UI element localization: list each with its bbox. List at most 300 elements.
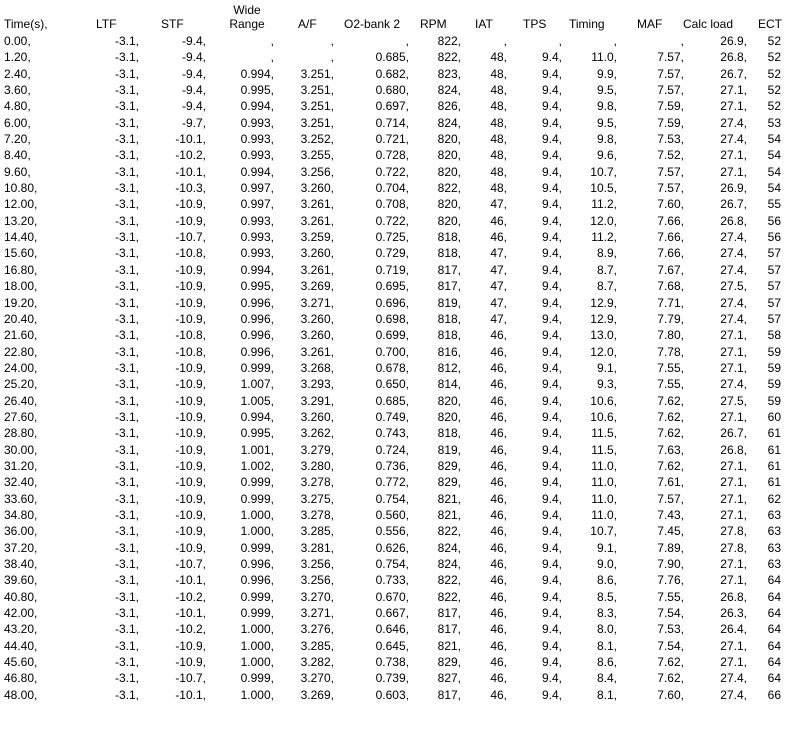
table-row [0, 49, 789, 65]
cell-ect: 52 [767, 34, 781, 48]
cell-o2: 0.678, [375, 360, 409, 375]
cell-ect: 59 [767, 344, 781, 359]
cell-wide-range: 0.993, [240, 246, 274, 261]
cell-time: 16.80, [4, 262, 38, 277]
cell-af: 3.282, [300, 655, 334, 670]
cell-calc-load: 27.4, [720, 295, 747, 310]
table-row [0, 295, 789, 311]
cell-af: 3.261, [300, 197, 334, 212]
cell-time: 7.20, [4, 132, 31, 147]
cell-af: 3.260, [300, 181, 334, 196]
cell-rpm: 812, [437, 360, 461, 375]
cell-rpm: 824, [437, 115, 461, 130]
cell-rpm: 817, [437, 622, 461, 637]
cell-tps: 9.4, [541, 50, 562, 65]
cell-tps: 9.4, [541, 606, 562, 621]
cell-ltf: -3.1, [114, 687, 139, 702]
cell-timing: 11.2, [591, 230, 617, 245]
cell-o2: 0.772, [375, 475, 409, 490]
cell-ect: 66 [767, 687, 781, 702]
cell-stf: -10.9, [175, 491, 206, 506]
cell-ltf: -3.1, [114, 328, 139, 343]
cell-time: 19.20, [4, 295, 38, 310]
cell-rpm: 818, [437, 328, 461, 343]
cell-o2: 0.650, [375, 377, 409, 392]
cell-iat: 46, [490, 540, 507, 555]
cell-time: 22.80, [4, 344, 38, 359]
cell-rpm: 817, [437, 279, 461, 294]
cell-stf: -10.9, [175, 360, 206, 375]
cell-maf: 7.53, [657, 132, 684, 147]
cell-iat: 46, [490, 409, 507, 424]
cell-ect: 64 [767, 671, 781, 686]
cell-maf: 7.71, [657, 295, 684, 310]
cell-timing: 8.7, [596, 279, 617, 294]
cell-stf: -10.2, [175, 589, 206, 604]
cell-time: 36.00, [4, 524, 38, 539]
cell-o2: 0.754, [375, 491, 409, 506]
cell-ltf: -3.1, [114, 164, 139, 179]
cell-maf: 7.89, [657, 540, 684, 555]
cell-wide-range: 0.996, [240, 328, 274, 343]
cell-iat: 48, [490, 66, 507, 81]
cell-calc-load: 27.1, [720, 344, 747, 359]
cell-ect: 63 [767, 507, 781, 522]
cell-rpm: 822, [437, 34, 461, 48]
cell-iat: 46, [490, 458, 507, 473]
table-row [0, 245, 789, 261]
cell-time: 8.40, [4, 148, 31, 163]
cell-time: 32.40, [4, 475, 38, 490]
table-row [0, 229, 789, 245]
cell-ltf: -3.1, [114, 279, 139, 294]
cell-rpm: 820, [437, 213, 461, 228]
cell-af: 3.281, [300, 540, 334, 555]
cell-af: 3.293, [300, 377, 334, 392]
cell-wide-range: 1.001, [240, 442, 274, 457]
table-row [0, 82, 789, 98]
cell-time: 20.40, [4, 311, 38, 326]
table-row [0, 540, 789, 556]
cell-maf: 7.90, [657, 557, 684, 571]
cell-ect: 56 [767, 213, 781, 228]
cell-timing: 8.9, [596, 246, 617, 261]
cell-tps: 9.4, [541, 115, 562, 130]
cell-maf: 7.45, [657, 524, 684, 539]
cell-timing: 8.0, [596, 622, 617, 637]
cell-timing: 8.1, [596, 687, 617, 702]
cell-tps: 9.4, [541, 622, 562, 637]
cell-time: 0.00, [4, 34, 31, 48]
cell-stf: -9.7, [181, 115, 206, 130]
cell-rpm: 820, [437, 409, 461, 424]
cell-time: 24.00, [4, 360, 38, 375]
cell-o2: 0.749, [375, 409, 409, 424]
cell-rpm: 817, [437, 687, 461, 702]
cell-ect: 56 [767, 230, 781, 245]
cell-tps: 9.4, [541, 262, 562, 277]
cell-timing: 9.1, [596, 540, 617, 555]
cell-stf: -10.9, [175, 393, 206, 408]
cell-af: 3.278, [300, 507, 334, 522]
cell-iat: 47, [490, 295, 507, 310]
cell-iat: 48, [490, 181, 507, 196]
cell-ect: 54 [767, 148, 781, 163]
cell-maf: 7.57, [657, 83, 684, 98]
table-row [0, 376, 789, 392]
cell-af: 3.251, [300, 66, 334, 81]
cell-maf: 7.57, [657, 181, 684, 196]
cell-o2: 0.646, [375, 622, 409, 637]
cell-maf: 7.55, [657, 360, 684, 375]
table-row [0, 507, 789, 523]
cell-calc-load: 26.8, [720, 213, 747, 228]
cell-wide-range: 0.999, [240, 606, 274, 621]
cell-stf: -10.1, [175, 687, 206, 702]
cell-ect: 61 [767, 475, 781, 490]
cell-iat: 48, [490, 50, 507, 65]
cell-rpm: 819, [437, 442, 461, 457]
table-row [0, 311, 789, 327]
cell-stf: -10.9, [175, 213, 206, 228]
cell-calc-load: 26.9, [720, 181, 747, 196]
cell-stf: -10.9, [175, 638, 206, 653]
cell-ltf: -3.1, [114, 589, 139, 604]
cell-rpm: 818, [437, 426, 461, 441]
cell-ltf: -3.1, [114, 557, 139, 571]
cell-calc-load: 27.1, [720, 638, 747, 653]
cell-time: 39.60, [4, 573, 38, 588]
cell-o2: 0.603, [375, 687, 409, 702]
cell-iat: 46, [490, 491, 507, 506]
cell-rpm: 826, [437, 99, 461, 114]
cell-stf: -10.9, [175, 377, 206, 392]
table-row [0, 605, 789, 621]
table-row [0, 572, 789, 588]
cell-stf: -10.8, [175, 328, 206, 343]
cell-af: 3.291, [300, 393, 334, 408]
cell-timing: 8.5, [596, 589, 617, 604]
header-wide-top: Wide [233, 3, 261, 17]
header-timing: Timing [569, 17, 605, 31]
cell-iat: 46, [490, 360, 507, 375]
cell-stf: -10.9, [175, 409, 206, 424]
cell-maf: 7.57, [657, 66, 684, 81]
cell-calc-load: 26.7, [720, 426, 747, 441]
cell-rpm: 820, [437, 393, 461, 408]
cell-wide-range: 1.005, [240, 393, 274, 408]
cell-tps: 9.4, [541, 181, 562, 196]
cell-af: 3.280, [300, 458, 334, 473]
cell-maf: 7.62, [657, 671, 684, 686]
cell-iat: 46, [490, 230, 507, 245]
cell-calc-load: 27.1, [720, 409, 747, 424]
cell-ect: 60 [767, 409, 781, 424]
cell-stf: -10.7, [175, 671, 206, 686]
cell-ltf: -3.1, [114, 409, 139, 424]
cell-ltf: -3.1, [114, 655, 139, 670]
cell-wide-range: 1.007, [240, 377, 274, 392]
cell-af: 3.285, [300, 524, 334, 539]
cell-o2: 0.728, [375, 148, 409, 163]
cell-ltf: -3.1, [114, 181, 139, 196]
cell-o2: 0.743, [375, 426, 409, 441]
cell-rpm: 821, [437, 507, 461, 522]
cell-ltf: -3.1, [114, 262, 139, 277]
cell-iat: 47, [490, 197, 507, 212]
cell-ect: 53 [767, 115, 781, 130]
cell-o2: 0.699, [375, 328, 409, 343]
cell-rpm: 822, [437, 573, 461, 588]
cell-timing: 11.0, [591, 458, 617, 473]
cell-tps: 9.4, [541, 66, 562, 81]
cell-tps: 9.4, [541, 491, 562, 506]
cell-wide-range: 1.000, [240, 622, 274, 637]
cell-timing: 10.6, [590, 409, 617, 424]
cell-af: 3.268, [300, 360, 334, 375]
cell-calc-load: 27.1, [720, 458, 747, 473]
cell-ect: 57 [767, 262, 781, 277]
cell-timing: 9.5, [596, 83, 617, 98]
cell-rpm: 819, [437, 295, 461, 310]
cell-timing: 8.4, [596, 671, 617, 686]
cell-ect: 64 [767, 573, 781, 588]
cell-ltf: -3.1, [114, 475, 139, 490]
cell-af: 3.261, [300, 213, 334, 228]
cell-iat: 46, [490, 671, 507, 686]
cell-wide-range: 0.993, [240, 115, 274, 130]
cell-wide-range: 0.993, [240, 148, 274, 163]
table-row [0, 409, 789, 425]
cell-maf: 7.62, [657, 409, 684, 424]
cell-stf: -10.1, [175, 164, 206, 179]
cell-calc-load: 26.8, [720, 589, 747, 604]
cell-o2: 0.725, [375, 230, 409, 245]
table-row [0, 393, 789, 409]
cell-timing: , [613, 34, 617, 48]
table-row [0, 115, 789, 131]
cell-maf: 7.57, [657, 164, 684, 179]
cell-wide-range: , [270, 34, 274, 48]
cell-stf: -10.9, [175, 524, 206, 539]
cell-iat: 46, [490, 606, 507, 621]
cell-o2: 0.736, [375, 458, 409, 473]
cell-timing: 10.6, [590, 393, 617, 408]
cell-timing: 10.7, [590, 164, 617, 179]
table-row [0, 556, 789, 572]
cell-ltf: -3.1, [114, 197, 139, 212]
cell-stf: -10.8, [175, 246, 206, 261]
cell-rpm: 824, [437, 557, 461, 571]
cell-iat: 48, [490, 99, 507, 114]
cell-calc-load: 27.1, [720, 360, 747, 375]
cell-maf: 7.79, [657, 311, 684, 326]
cell-wide-range: 0.994, [240, 262, 274, 277]
cell-timing: 11.5, [591, 426, 617, 441]
cell-stf: -10.3, [175, 181, 206, 196]
cell-stf: -9.4, [181, 34, 206, 48]
cell-o2: 0.670, [375, 589, 409, 604]
cell-calc-load: 27.4, [720, 230, 747, 245]
cell-time: 30.00, [4, 442, 38, 457]
cell-tps: 9.4, [541, 475, 562, 490]
cell-stf: -10.1, [175, 606, 206, 621]
cell-calc-load: 26.8, [720, 50, 747, 65]
cell-iat: 46, [490, 622, 507, 637]
cell-stf: -10.9, [175, 197, 206, 212]
cell-stf: -9.4, [181, 99, 206, 114]
cell-time: 27.60, [4, 409, 38, 424]
cell-o2: 0.556, [375, 524, 409, 539]
header-tps: TPS [523, 17, 547, 31]
cell-timing: 12.9, [590, 295, 617, 310]
cell-timing: 9.8, [596, 132, 617, 147]
cell-af: 3.251, [300, 83, 334, 98]
cell-tps: 9.4, [541, 409, 562, 424]
cell-tps: 9.4, [541, 230, 562, 245]
cell-stf: -10.9, [175, 458, 206, 473]
cell-maf: 7.60, [657, 687, 684, 702]
cell-af: 3.260, [300, 311, 334, 326]
table-row [0, 147, 789, 163]
cell-ltf: -3.1, [114, 638, 139, 653]
cell-stf: -10.9, [175, 426, 206, 441]
cell-calc-load: 27.4, [720, 262, 747, 277]
cell-rpm: 820, [437, 164, 461, 179]
cell-calc-load: 27.1, [720, 507, 747, 522]
cell-iat: 46, [490, 507, 507, 522]
cell-stf: -10.2, [175, 622, 206, 637]
cell-calc-load: 27.4, [720, 671, 747, 686]
cell-iat: 48, [490, 83, 507, 98]
cell-o2: 0.729, [375, 246, 409, 261]
cell-stf: -10.7, [175, 557, 206, 571]
cell-calc-load: 26.9, [720, 34, 747, 48]
cell-timing: 8.1, [596, 638, 617, 653]
cell-rpm: 823, [437, 66, 461, 81]
cell-wide-range: 0.999, [240, 540, 274, 555]
cell-tps: 9.4, [541, 442, 562, 457]
cell-ltf: -3.1, [114, 491, 139, 506]
cell-iat: 46, [490, 442, 507, 457]
cell-maf: 7.66, [657, 246, 684, 261]
cell-calc-load: 26.3, [720, 606, 747, 621]
cell-tps: 9.4, [541, 360, 562, 375]
cell-timing: 9.8, [596, 99, 617, 114]
cell-wide-range: 0.996, [240, 311, 274, 326]
cell-af: 3.261, [300, 344, 334, 359]
cell-iat: 48, [490, 164, 507, 179]
cell-time: 25.20, [4, 377, 38, 392]
cell-ltf: -3.1, [114, 66, 139, 81]
cell-rpm: 818, [437, 311, 461, 326]
cell-maf: 7.55, [657, 589, 684, 604]
header-stf: STF [161, 17, 184, 31]
cell-tps: 9.4, [541, 655, 562, 670]
cell-af: 3.256, [300, 557, 334, 571]
cell-af: 3.271, [300, 606, 334, 621]
cell-stf: -10.9, [175, 262, 206, 277]
cell-tps: 9.4, [541, 344, 562, 359]
table-row [0, 327, 789, 343]
header-iat: IAT [475, 17, 493, 31]
cell-wide-range: 0.999, [240, 360, 274, 375]
cell-maf: 7.68, [657, 279, 684, 294]
cell-wide-range: 0.994, [240, 99, 274, 114]
table-row [0, 654, 789, 670]
cell-calc-load: 27.4, [720, 687, 747, 702]
header-ect: ECT [758, 17, 782, 31]
cell-tps: 9.4, [541, 524, 562, 539]
cell-time: 44.40, [4, 638, 38, 653]
cell-wide-range: 1.000, [240, 507, 274, 522]
cell-calc-load: 27.1, [720, 655, 747, 670]
cell-maf: 7.53, [657, 622, 684, 637]
cell-rpm: 817, [437, 262, 461, 277]
cell-stf: -10.9, [175, 540, 206, 555]
table-row [0, 213, 789, 229]
cell-ect: 52 [767, 83, 781, 98]
cell-time: 26.40, [4, 393, 38, 408]
cell-calc-load: 27.4, [720, 311, 747, 326]
cell-tps: 9.4, [541, 246, 562, 261]
cell-af: 3.275, [300, 491, 334, 506]
cell-time: 2.40, [4, 66, 31, 81]
cell-maf: 7.55, [657, 377, 684, 392]
cell-wide-range: 0.995, [240, 426, 274, 441]
cell-time: 40.80, [4, 589, 38, 604]
cell-ect: 63 [767, 540, 781, 555]
table-row [0, 196, 789, 212]
cell-tps: 9.4, [541, 557, 562, 571]
cell-ect: 59 [767, 377, 781, 392]
cell-time: 37.20, [4, 540, 38, 555]
cell-wide-range: 0.997, [240, 181, 274, 196]
table-row [0, 164, 789, 180]
cell-maf: 7.62, [657, 458, 684, 473]
cell-maf: 7.52, [657, 148, 684, 163]
cell-iat: 48, [490, 132, 507, 147]
cell-ltf: -3.1, [114, 622, 139, 637]
cell-ltf: -3.1, [114, 34, 139, 48]
cell-o2: 0.682, [375, 66, 409, 81]
table-row [0, 621, 789, 637]
cell-calc-load: 27.1, [720, 557, 747, 571]
cell-tps: 9.4, [541, 279, 562, 294]
header-af: A/F [298, 17, 317, 31]
cell-time: 14.40, [4, 230, 38, 245]
cell-iat: 47, [490, 311, 507, 326]
table-row [0, 589, 789, 605]
cell-maf: , [680, 34, 684, 48]
cell-time: 1.20, [4, 50, 31, 65]
table-row [0, 425, 789, 441]
cell-calc-load: 27.1, [720, 99, 747, 114]
cell-o2: 0.697, [375, 99, 409, 114]
cell-time: 28.80, [4, 426, 38, 441]
cell-rpm: 829, [437, 458, 461, 473]
cell-af: 3.262, [300, 426, 334, 441]
cell-af: 3.256, [300, 573, 334, 588]
cell-time: 21.60, [4, 328, 38, 343]
cell-maf: 7.78, [657, 344, 684, 359]
cell-maf: 7.62, [657, 426, 684, 441]
cell-iat: 47, [490, 279, 507, 294]
cell-wide-range: 1.000, [240, 524, 274, 539]
cell-time: 6.00, [4, 115, 31, 130]
cell-stf: -9.4, [181, 83, 206, 98]
cell-ect: 61 [767, 458, 781, 473]
